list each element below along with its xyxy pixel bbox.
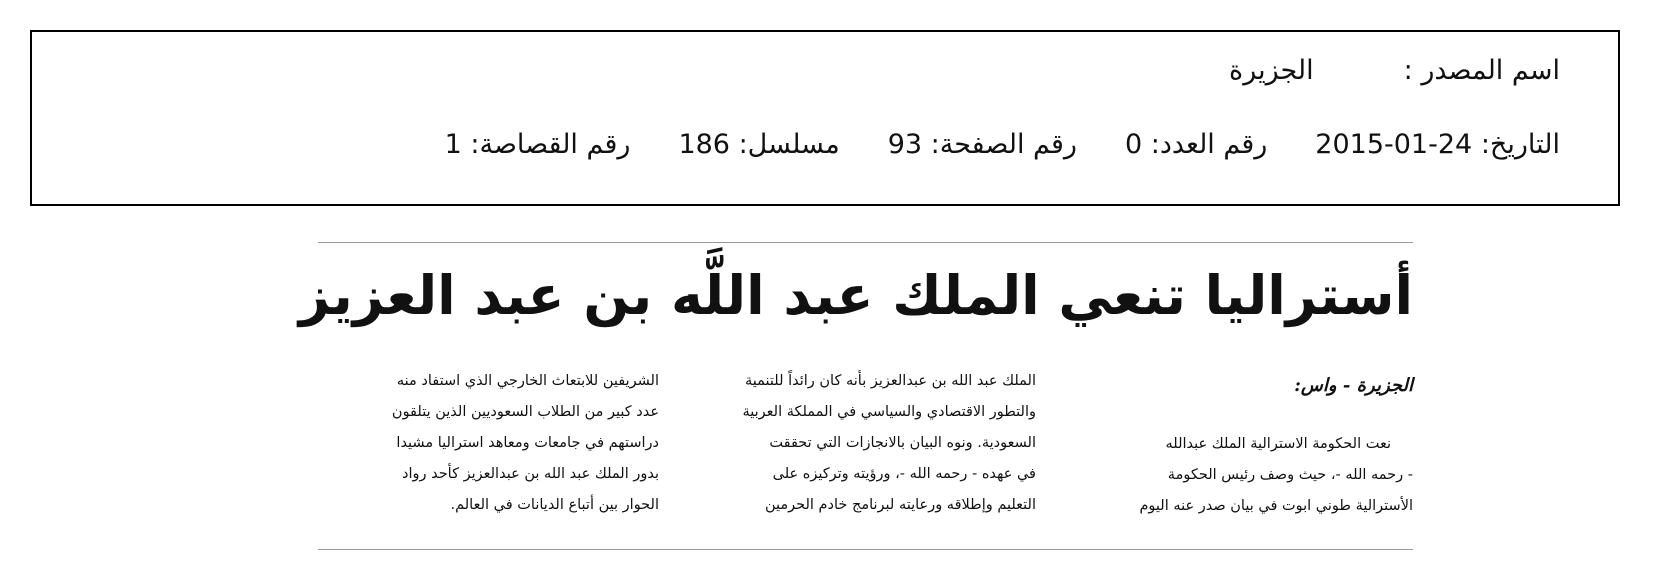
column-line: - رحمه الله -، حيث وصف رئيس الحكومة	[1167, 467, 1413, 483]
page-value: 93	[887, 129, 923, 160]
column-line: دراستهم في جامعات ومعاهد استراليا مشيدا	[396, 435, 659, 451]
metadata-box	[30, 30, 1620, 206]
column-line: عدد كبير من الطلاب السعوديين الذين يتلقون	[391, 404, 659, 420]
article-bottom-rule	[318, 549, 1413, 550]
clip-value: 1	[444, 129, 462, 160]
article-column-3	[314, 366, 659, 521]
column-line: الشريفين للابتعاث الخارجي الذي استفاد منه	[396, 373, 659, 389]
article-top-rule	[318, 242, 1413, 243]
article-byline: الجزيرة - واس:	[1294, 375, 1413, 396]
clip-label: رقم القصاصة:	[470, 129, 631, 160]
page-label: رقم الصفحة:	[930, 129, 1077, 160]
column-line: والتطور الاقتصادي والسياسي في المملكة العربية	[742, 404, 1036, 420]
column-line: التعليم وإطلاقه ورعايته لبرنامج خادم الحرمين	[764, 497, 1036, 513]
serial-label: مسلسل:	[738, 129, 840, 160]
issue-value: 0	[1124, 129, 1143, 160]
column-line: نعت الحكومة الاسترالية الملك عبدالله	[1165, 436, 1391, 452]
source-value: الجزيرة	[1229, 55, 1314, 86]
column-line: بدور الملك عبد الله بن عبدالعزيز كأحد رواد	[402, 466, 659, 482]
column-line: الأسترالية طوني ابوت في بيان صدر عنه اليوم	[1139, 498, 1413, 514]
source-line	[1229, 54, 1560, 88]
column-line: الحوار بين أتباع الديانات في العالم.	[450, 497, 659, 513]
article-column-1	[1073, 429, 1413, 522]
details-line	[445, 128, 1560, 162]
column-line: الملك عبد الله بن عبدالعزيز بأنه كان رائداً للتنمية	[744, 373, 1036, 389]
date-value: 2015-01-24	[1315, 129, 1473, 160]
article-column-2	[691, 366, 1036, 521]
serial-value: 186	[678, 129, 730, 160]
issue-label: رقم العدد:	[1150, 129, 1268, 160]
column-line: في عهده - رحمه الله -، ورؤيته وتركيزه على	[772, 466, 1036, 482]
date-label: التاريخ:	[1480, 129, 1560, 160]
source-label: اسم المصدر :	[1403, 55, 1560, 86]
article-headline: أستراليا تنعي الملك عبد اللَّه بن عبد العزيز	[298, 264, 1413, 327]
column-line: السعودية. ونوه البيان بالانجازات التي تحققت	[769, 435, 1036, 451]
